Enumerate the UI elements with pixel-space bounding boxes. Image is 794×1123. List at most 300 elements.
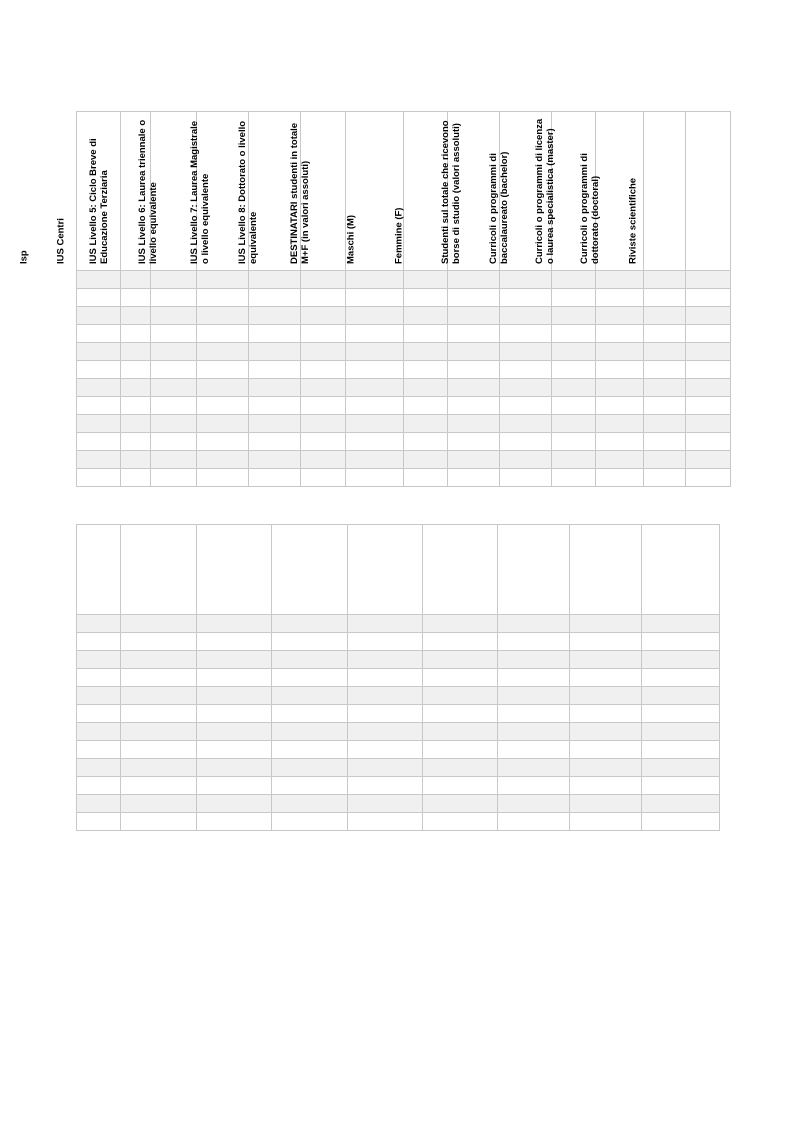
table-cell (500, 307, 552, 325)
table-cell (77, 759, 121, 777)
table-cell (301, 379, 346, 397)
table-cell (500, 469, 552, 487)
table-cell (121, 469, 151, 487)
table-cell (448, 289, 500, 307)
table-cell (197, 669, 272, 687)
table-cell (77, 705, 121, 723)
table-cell (197, 379, 249, 397)
table-cell (552, 379, 596, 397)
table-cell (644, 469, 686, 487)
table-cell (642, 759, 720, 777)
table-cell (121, 451, 151, 469)
table-row (77, 633, 720, 651)
table-cell (423, 795, 498, 813)
table-cell (570, 687, 642, 705)
col-header-label: Studenti sul totale che ricevono borse di studio (valori assoluti) (439, 120, 462, 264)
col-header (77, 525, 121, 615)
table-cell (596, 451, 644, 469)
table-cell (448, 397, 500, 415)
table-cell (197, 361, 249, 379)
table-cell (644, 361, 686, 379)
table-cell (77, 271, 121, 289)
table-cell (498, 723, 570, 741)
table-cell (500, 271, 552, 289)
table-cell (272, 741, 348, 759)
table-cell (272, 723, 348, 741)
table-cell (448, 271, 500, 289)
table-cell (552, 271, 596, 289)
table-cell (570, 705, 642, 723)
table-cell (404, 379, 448, 397)
table-cell (121, 615, 197, 633)
table-cell (500, 325, 552, 343)
table-cell (346, 361, 404, 379)
col-header-label: Riviste scientifiche (627, 177, 639, 264)
table-cell (686, 397, 731, 415)
col-header (197, 525, 272, 615)
table-cell (121, 669, 197, 687)
table-cell (642, 705, 720, 723)
table-row (77, 795, 720, 813)
table-cell (348, 669, 423, 687)
table-cell (448, 415, 500, 433)
table-cell (197, 433, 249, 451)
table-cell (644, 343, 686, 361)
table-cell (151, 433, 197, 451)
table-cell (151, 379, 197, 397)
table-cell (197, 415, 249, 433)
table-cell (686, 451, 731, 469)
table-cell (404, 343, 448, 361)
table-cell (249, 379, 301, 397)
col-header (348, 525, 423, 615)
table-cell (346, 307, 404, 325)
table-cell (272, 705, 348, 723)
table-cell (249, 397, 301, 415)
table-cell (301, 433, 346, 451)
table-cell (346, 397, 404, 415)
table-cell (197, 451, 249, 469)
table-cell (301, 343, 346, 361)
table-cell (197, 651, 272, 669)
table-cell (644, 271, 686, 289)
table-row (77, 741, 720, 759)
col-header (272, 525, 348, 615)
table-cell (404, 415, 448, 433)
table-cell (448, 451, 500, 469)
table-cell (197, 397, 249, 415)
table-row (77, 669, 720, 687)
statistics-table-1 (18, 111, 731, 487)
table-cell (121, 307, 151, 325)
col-header-label: Maschi (M) (345, 214, 356, 264)
table-row (77, 651, 720, 669)
table-cell (77, 615, 121, 633)
table-cell (448, 307, 500, 325)
table-row (77, 759, 720, 777)
table-row (77, 325, 731, 343)
table-cell (423, 759, 498, 777)
table-cell (348, 741, 423, 759)
table-cell (644, 325, 686, 343)
table-cell (348, 759, 423, 777)
table-cell (498, 813, 570, 831)
table-cell (249, 307, 301, 325)
table-cell (596, 469, 644, 487)
table-cell (151, 469, 197, 487)
table-row (77, 307, 731, 325)
table-cell (596, 307, 644, 325)
table-cell (423, 723, 498, 741)
table-cell (301, 325, 346, 343)
table-cell (77, 813, 121, 831)
table-cell (423, 741, 498, 759)
statistics-table-2 (76, 524, 720, 831)
table-cell (642, 741, 720, 759)
table-cell (151, 415, 197, 433)
table-cell (249, 415, 301, 433)
table-cell (77, 451, 121, 469)
table-cell (348, 813, 423, 831)
table-cell (346, 451, 404, 469)
table-cell (642, 615, 720, 633)
table-cell (77, 325, 121, 343)
table-cell (404, 451, 448, 469)
table-cell (197, 759, 272, 777)
table-cell (348, 615, 423, 633)
table-cell (642, 723, 720, 741)
table-cell (197, 615, 272, 633)
table-cell (77, 307, 121, 325)
table-cell (301, 397, 346, 415)
table-cell (197, 705, 272, 723)
table-cell (642, 687, 720, 705)
col-header-label: IUS Centri (55, 218, 66, 264)
table-cell (686, 433, 731, 451)
table-cell (301, 307, 346, 325)
table-cell (498, 795, 570, 813)
table-cell (301, 451, 346, 469)
table-row (77, 705, 720, 723)
table-cell (272, 651, 348, 669)
table-cell (423, 813, 498, 831)
table-cell (77, 397, 121, 415)
table-cell (197, 723, 272, 741)
table-cell (346, 325, 404, 343)
table-row (77, 343, 731, 361)
col-header (423, 525, 498, 615)
table-cell (197, 633, 272, 651)
col-header (642, 525, 720, 615)
table-cell (249, 325, 301, 343)
col-header (570, 525, 642, 615)
table-cell (552, 343, 596, 361)
table-cell (348, 687, 423, 705)
table-cell (570, 759, 642, 777)
table-cell (642, 795, 720, 813)
table-cell (642, 777, 720, 795)
table-cell (77, 687, 121, 705)
table-cell (423, 777, 498, 795)
table-cell (686, 271, 731, 289)
table-cell (570, 633, 642, 651)
table-row (77, 451, 731, 469)
table-cell (249, 343, 301, 361)
table-cell (498, 705, 570, 723)
table-cell (448, 325, 500, 343)
col-header-label: IUS Livello 7: Laurea Magistrale o livello equivalente (188, 120, 211, 264)
table-cell (448, 361, 500, 379)
table-cell (644, 415, 686, 433)
table-cell (570, 795, 642, 813)
table-cell (77, 289, 121, 307)
table-cell (448, 469, 500, 487)
table-cell (348, 777, 423, 795)
table-cell (121, 343, 151, 361)
table-cell (77, 361, 121, 379)
table-cell (77, 669, 121, 687)
table-cell (404, 289, 448, 307)
table-cell (498, 777, 570, 795)
table-cell (686, 379, 731, 397)
table-cell (686, 415, 731, 433)
table-cell (77, 469, 121, 487)
col-header-label: Femmine (F) (393, 207, 404, 264)
table-cell (151, 271, 197, 289)
table-cell (272, 615, 348, 633)
table-cell (686, 361, 731, 379)
table-cell (197, 325, 249, 343)
table-cell (404, 325, 448, 343)
table-cell (346, 271, 404, 289)
table-cell (596, 361, 644, 379)
table-cell (121, 415, 151, 433)
col-header-label: IUS Livello 5: Ciclo Breve di Educazione Terziaria (87, 138, 110, 264)
table-cell (596, 325, 644, 343)
table-cell (642, 651, 720, 669)
col-header-label: Curricoli o programmi di baccalaureato (bachelor) (487, 151, 510, 264)
table-cell (121, 705, 197, 723)
table-cell (498, 669, 570, 687)
table-cell (404, 361, 448, 379)
table-cell (272, 759, 348, 777)
table-cell (77, 379, 121, 397)
table-cell (121, 325, 151, 343)
table-cell (197, 469, 249, 487)
table-cell (500, 451, 552, 469)
table-cell (570, 669, 642, 687)
table-cell (348, 795, 423, 813)
table-cell (500, 433, 552, 451)
table-cell (552, 397, 596, 415)
table-cell (301, 289, 346, 307)
table-cell (151, 397, 197, 415)
table-cell (121, 271, 151, 289)
table-cell (346, 433, 404, 451)
table-cell (642, 669, 720, 687)
table-cell (596, 379, 644, 397)
header-row (77, 525, 720, 615)
table-row (77, 397, 731, 415)
table-cell (423, 669, 498, 687)
table-cell (552, 289, 596, 307)
table-cell (197, 795, 272, 813)
table-cell (77, 433, 121, 451)
table-cell (197, 741, 272, 759)
table-cell (423, 705, 498, 723)
table-cell (686, 289, 731, 307)
table-cell (552, 415, 596, 433)
table-cell (552, 451, 596, 469)
table-cell (570, 651, 642, 669)
table-cell (77, 741, 121, 759)
col-header-label: Curricoli o programmi di dottorato (doctoral) (578, 153, 601, 264)
col-header (121, 525, 197, 615)
table-cell (498, 615, 570, 633)
table-cell (642, 813, 720, 831)
table-cell (249, 451, 301, 469)
table-cell (197, 289, 249, 307)
table-cell (249, 361, 301, 379)
col-header-label: IUS Livello 6: Laurea triennale o livello equivalente (136, 119, 159, 264)
table-cell (121, 633, 197, 651)
table-cell (686, 469, 731, 487)
table-cell (272, 813, 348, 831)
col-header-label: DESTINATARI studenti in totale M+F (in valori assoluti) (288, 122, 311, 264)
table-cell (272, 687, 348, 705)
table-cell (121, 723, 197, 741)
table-cell (644, 379, 686, 397)
table-cell (552, 433, 596, 451)
table-cell (151, 289, 197, 307)
table-cell (151, 361, 197, 379)
table-cell (644, 397, 686, 415)
table-cell (348, 723, 423, 741)
table-cell (498, 759, 570, 777)
table-row (77, 415, 731, 433)
table-row (77, 813, 720, 831)
table-cell (498, 741, 570, 759)
table-cell (346, 379, 404, 397)
table-cell (77, 777, 121, 795)
table-cell (121, 433, 151, 451)
table-cell (197, 271, 249, 289)
table-cell (552, 469, 596, 487)
table-cell (570, 615, 642, 633)
col-header (627, 112, 731, 271)
table-cell (500, 361, 552, 379)
table-2-body (77, 615, 720, 831)
table-cell (121, 813, 197, 831)
table-cell (348, 651, 423, 669)
table-cell (498, 687, 570, 705)
table-cell (346, 343, 404, 361)
table-cell (404, 469, 448, 487)
table-row (77, 271, 731, 289)
table-cell (121, 687, 197, 705)
table-cell (404, 271, 448, 289)
table-cell (77, 795, 121, 813)
table-row (77, 615, 720, 633)
table-cell (404, 397, 448, 415)
table-cell (121, 759, 197, 777)
table-cell (596, 289, 644, 307)
table-cell (272, 669, 348, 687)
table-cell (197, 813, 272, 831)
table-row (77, 289, 731, 307)
table-cell (570, 723, 642, 741)
table-cell (77, 651, 121, 669)
table-row (77, 687, 720, 705)
table-cell (423, 687, 498, 705)
table-cell (121, 795, 197, 813)
table-cell (151, 451, 197, 469)
table-cell (552, 307, 596, 325)
table-cell (346, 415, 404, 433)
table-cell (151, 343, 197, 361)
table-cell (77, 633, 121, 651)
table-cell (642, 633, 720, 651)
table-cell (500, 289, 552, 307)
table-cell (570, 741, 642, 759)
table-cell (348, 705, 423, 723)
table-cell (596, 433, 644, 451)
table-cell (301, 361, 346, 379)
table-cell (686, 325, 731, 343)
table-cell (121, 379, 151, 397)
table-row (77, 433, 731, 451)
table-cell (197, 343, 249, 361)
table-cell (570, 813, 642, 831)
table-cell (423, 651, 498, 669)
col-header-label: Isp (18, 250, 29, 264)
table-cell (272, 777, 348, 795)
table-cell (448, 433, 500, 451)
table-cell (552, 325, 596, 343)
table-cell (596, 343, 644, 361)
table-cell (121, 651, 197, 669)
table-cell (346, 289, 404, 307)
table-cell (301, 415, 346, 433)
table-cell (249, 271, 301, 289)
table-cell (151, 307, 197, 325)
table-row (77, 469, 731, 487)
table-cell (448, 379, 500, 397)
table-row (77, 777, 720, 795)
table-cell (197, 307, 249, 325)
table-cell (121, 777, 197, 795)
table-cell (644, 433, 686, 451)
table-row (77, 361, 731, 379)
table-cell (348, 633, 423, 651)
header-row (77, 112, 731, 271)
table-cell (500, 343, 552, 361)
table-cell (249, 433, 301, 451)
table-cell (500, 415, 552, 433)
table-cell (272, 795, 348, 813)
table-cell (596, 415, 644, 433)
table-cell (552, 361, 596, 379)
table-cell (644, 289, 686, 307)
table-cell (596, 397, 644, 415)
table-cell (151, 325, 197, 343)
table-cell (423, 615, 498, 633)
table-cell (197, 687, 272, 705)
table-cell (249, 289, 301, 307)
table-cell (500, 379, 552, 397)
table-1-body (77, 271, 731, 487)
table-cell (272, 633, 348, 651)
